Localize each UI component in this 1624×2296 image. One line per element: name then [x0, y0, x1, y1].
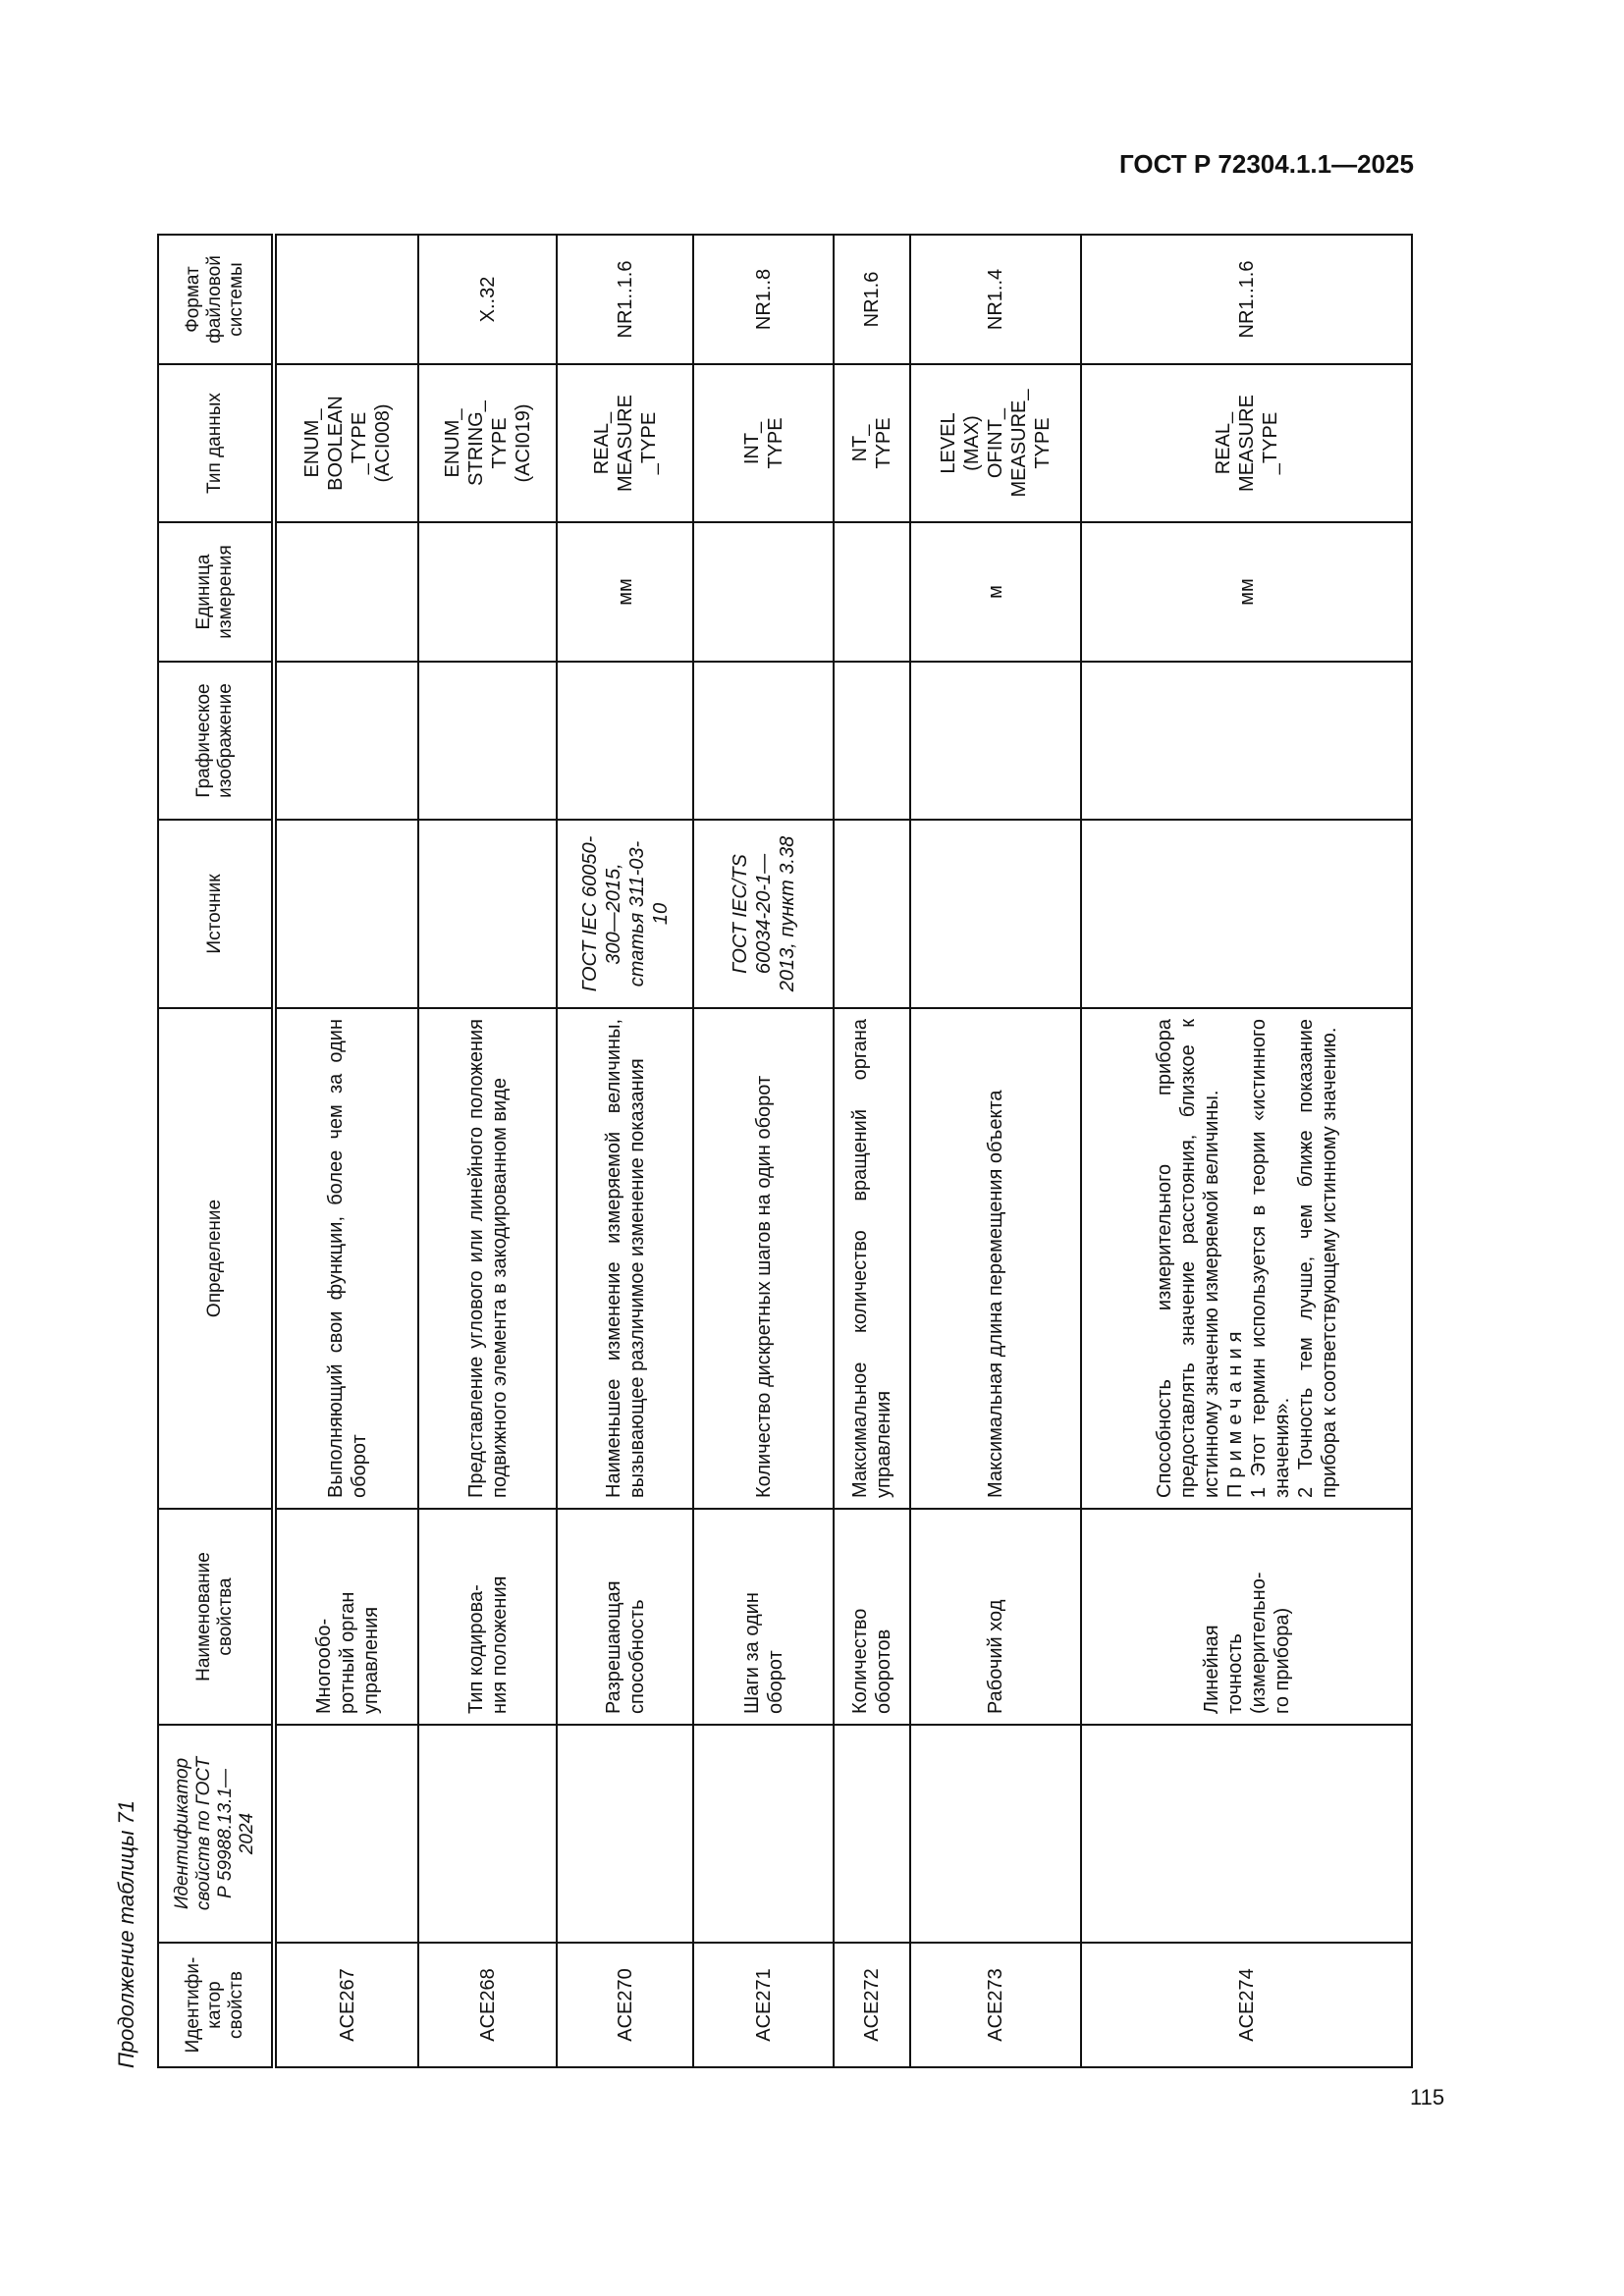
cell-unit: мм: [1081, 522, 1412, 662]
cell-definition: Наименьшее изменение измеряемой величины, вызывающее различимое изменение показания: [557, 1008, 693, 1509]
cell-property-name: Линейная точность (измерительно- го прибора): [1081, 1509, 1412, 1725]
cell-file-format: NR1..1.6: [1081, 235, 1412, 364]
cell-definition: Представление углового или линейного положения подвижного элемента в закодированном виде: [418, 1008, 557, 1509]
cell-definition: Максимальная длина перемещения объекта: [910, 1008, 1081, 1509]
cell-file-format: X..32: [418, 235, 557, 364]
notes-label: Примечания: [1223, 1325, 1246, 1498]
cell-unit: [834, 522, 910, 662]
header-graphic: Графическое изображение: [158, 662, 274, 820]
cell-file-format: NR1..1.6: [557, 235, 693, 364]
header-file-format: Формат файловой системы: [158, 235, 274, 364]
cell-file-format: NR1.6: [834, 235, 910, 364]
header-source: Источник: [158, 820, 274, 1008]
cell-source: [910, 820, 1081, 1008]
cell-unit: [418, 522, 557, 662]
cell-data-type: ENUM_ BOOLEAN _TYPE (ACI008): [274, 364, 418, 522]
cell-data-type: REAL_ MEASURE _TYPE: [1081, 364, 1412, 522]
cell-unit: [693, 522, 834, 662]
cell-property-name: Многообо- ротный орган управления: [274, 1509, 418, 1725]
table-row: [274, 235, 418, 2067]
document-code: ГОСТ Р 72304.1.1—2025: [1119, 149, 1414, 179]
cell-property-name: Разрешающая способность: [557, 1509, 693, 1725]
cell-gost-id: [418, 1725, 557, 1943]
cell-property-name: Количество оборотов: [834, 1509, 910, 1725]
cell-property-id: ACE273: [910, 1943, 1081, 2067]
cell-source: [1081, 820, 1412, 1008]
note-item: 2 Точность тем лучше, чем ближе показание прибора к соответствующему истинному значению.: [1294, 1019, 1340, 1498]
table-row: [910, 235, 1081, 2067]
page-number: 115: [1410, 2085, 1445, 2109]
table-header-row: [158, 235, 274, 2067]
cell-unit: [274, 522, 418, 662]
table-container: [157, 236, 1411, 2068]
table-caption: Продолжение таблицы 71: [114, 1800, 138, 2068]
cell-data-type: NT_ TYPE: [834, 364, 910, 522]
cell-unit: мм: [557, 522, 693, 662]
cell-definition: Максимальное количество вращений органа управления: [834, 1008, 910, 1509]
cell-property-id: ACE270: [557, 1943, 693, 2067]
cell-unit: м: [910, 522, 1081, 662]
table-row: [418, 235, 557, 2067]
table-row: [693, 235, 834, 2067]
cell-source: ГОСТ IEC/TS 60034-20-1—2013, пункт 3.38: [693, 820, 834, 1008]
properties-table: [157, 234, 1413, 2068]
cell-property-id: ACE271: [693, 1943, 834, 2067]
cell-property-name: Тип кодирова- ния положения: [418, 1509, 557, 1725]
cell-data-type: INT_ TYPE: [693, 364, 834, 522]
header-definition: Определение: [158, 1008, 274, 1509]
cell-data-type: REAL_ MEASURE _TYPE: [557, 364, 693, 522]
cell-property-id: ACE272: [834, 1943, 910, 2067]
cell-data-type: ENUM_ STRING_ TYPE (ACI019): [418, 364, 557, 522]
header-data-type: Тип данных: [158, 364, 274, 522]
cell-definition: Количество дискретных шагов на один оборот: [693, 1008, 834, 1509]
cell-property-id: ACE274: [1081, 1943, 1412, 2067]
cell-file-format: [274, 235, 418, 364]
header-gost-id: Идентификатор свойств по ГОСТ Р 59988.13.1— 2024: [158, 1725, 274, 1943]
cell-graphic: [693, 662, 834, 820]
cell-gost-id: [274, 1725, 418, 1943]
cell-source: [274, 820, 418, 1008]
note-item: 1 Этот термин используется в теории «истинного значения».: [1247, 1019, 1293, 1498]
cell-property-name: Рабочий ход: [910, 1509, 1081, 1725]
cell-property-id: ACE268: [418, 1943, 557, 2067]
cell-graphic: [1081, 662, 1412, 820]
cell-graphic: [834, 662, 910, 820]
cell-file-format: NR1..4: [910, 235, 1081, 364]
cell-definition: [1081, 1008, 1412, 1509]
cell-gost-id: [834, 1725, 910, 1943]
cell-definition: Выполняющий свои функции, более чем за один оборот: [274, 1008, 418, 1509]
definition-text: Способность измерительного прибора предоставлять значение расстояния, близкое к истинному значению измеряемой величины.: [1153, 1019, 1222, 1498]
cell-graphic: [418, 662, 557, 820]
cell-graphic: [910, 662, 1081, 820]
cell-source: [834, 820, 910, 1008]
table-row: [557, 235, 693, 2067]
cell-gost-id: [557, 1725, 693, 1943]
cell-file-format: NR1..8: [693, 235, 834, 364]
cell-property-name: Шаги за один оборот: [693, 1509, 834, 1725]
cell-gost-id: [693, 1725, 834, 1943]
cell-graphic: [557, 662, 693, 820]
cell-source: ГОСТ IEC 60050-300—2015, статья 311-03-10: [557, 820, 693, 1008]
cell-data-type: LEVEL (MAX) OFINT_ MEASURE_ TYPE: [910, 364, 1081, 522]
cell-gost-id: [1081, 1725, 1412, 1943]
header-property-name: Наименование свойства: [158, 1509, 274, 1725]
cell-source: [418, 820, 557, 1008]
table-row: [834, 235, 910, 2067]
cell-property-id: ACE267: [274, 1943, 418, 2067]
header-property-id: Идентифи- катор свойств: [158, 1943, 274, 2067]
table-row: [1081, 235, 1412, 2067]
cell-gost-id: [910, 1725, 1081, 1943]
header-unit: Единица измерения: [158, 522, 274, 662]
cell-graphic: [274, 662, 418, 820]
